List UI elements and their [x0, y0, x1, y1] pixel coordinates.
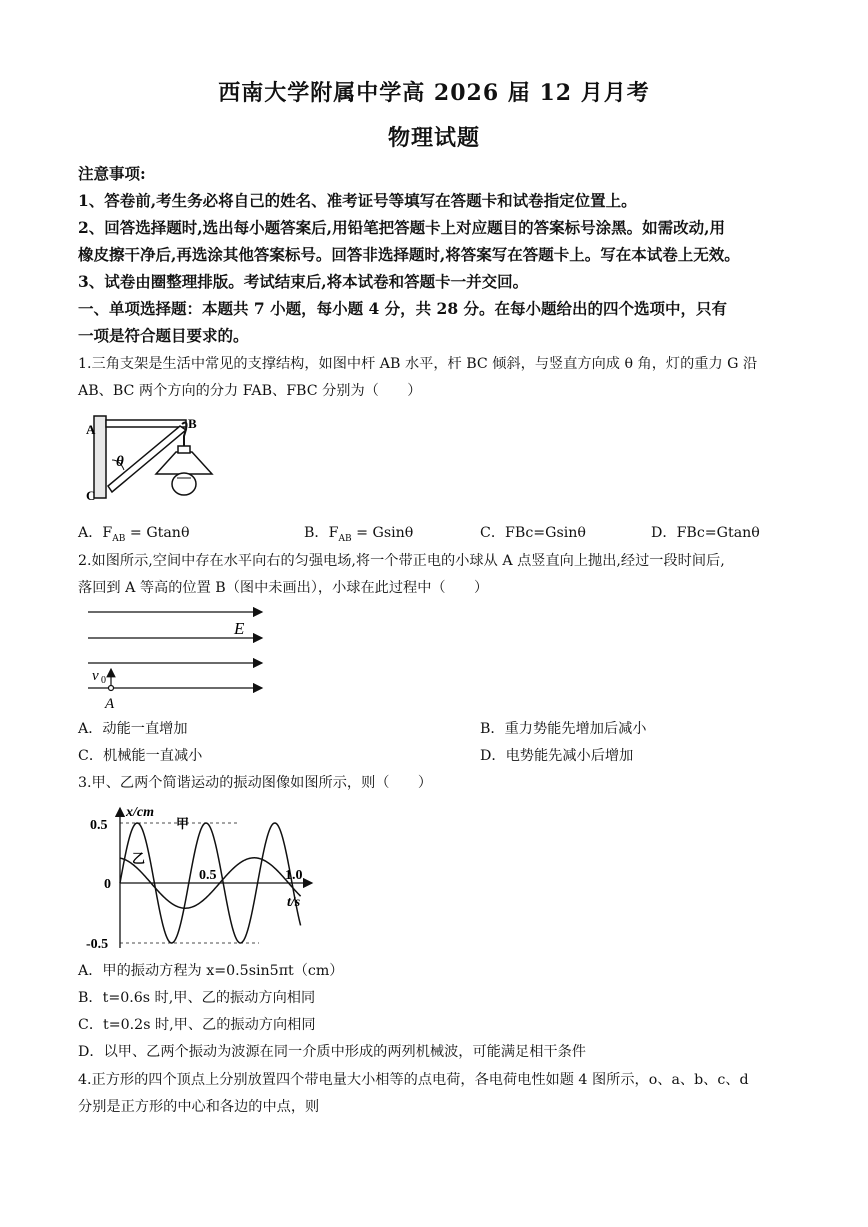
q3-option-b: B．t=0.6s 时,甲、乙的振动方向相同 [78, 990, 316, 1006]
q4-stem-line-1: 4.正方形的四个顶点上分别放置四个带电量大小相等的点电荷，各电荷电性如题 4 图所示，o、a、b、c、d [78, 1072, 749, 1088]
q2-option-b: B．重力势能先增加后减小 [480, 721, 647, 737]
q3-option-c: C．t=0.2s 时,甲、乙的振动方向相同 [78, 1017, 316, 1033]
q3-label-jia: 甲 [176, 816, 190, 831]
q1-label-c: C [86, 488, 96, 503]
q2-stem-line-2: 落回到 A 等高的位置 B（图中未画出），小球在此过程中（ ） [78, 580, 489, 596]
section-1-intro-line-1: 一、单项选择题：本题共 7 小题，每小题 4 分，共 28 分。在每小题给出的四个选项中，只有 [78, 299, 728, 318]
q1-option-a: A．$F_{AB} = Gtan\theta$ [78, 525, 190, 544]
q1-option-d: D．FBc=Gtanθ [651, 525, 760, 541]
q2-label-v0-sub: 0 [101, 675, 106, 686]
q1-lamp-bracket-figure [84, 408, 219, 504]
q3-tick-y-top: 0.5 [90, 818, 108, 833]
q3-y-axis-label: x/cm [126, 805, 154, 820]
q2-stem-line-1: 2.如图所示,空间中存在水平向右的匀强电场,将一个带正电的小球从 A 点竖直向上抛出,经过一段时间后, [78, 553, 725, 569]
q2-label-v0: v [92, 668, 99, 684]
notice-item-2-line-1: 2、回答选择题时,选出每小题答案后,用铅笔把答题卡上对应题目的答案标号涂黑。如需改动,用 [78, 218, 725, 237]
q1-label-theta: θ [116, 454, 124, 470]
q3-x-axis-label: t/s [287, 895, 301, 910]
q3-label-yi: 乙 [132, 851, 146, 866]
q2-option-c: C．机械能一直减小 [78, 748, 203, 764]
q1-option-b: B．$F_{AB} = Gsin\theta$ [304, 525, 414, 544]
q3-option-a: A．甲的振动方程为 x=0.5sin5πt（cm） [78, 963, 344, 979]
notice-item-3: 3、试卷由圈整理排版。考试结束后,将本试卷和答题卡一并交回。 [78, 272, 529, 291]
q3-option-d: D．以甲、乙两个振动为波源在同一介质中形成的两列机械波，可能满足相干条件 [78, 1044, 586, 1060]
q2-label-e: E [234, 619, 245, 638]
notice-heading: 注意事项: [78, 164, 146, 183]
notice-item-2-line-2: 橡皮擦干净后,再选涂其他答案标号。回答非选择题时,将答案写在答题卡上。写在本试卷上无效。 [78, 245, 740, 264]
q1-label-b: B [188, 416, 197, 431]
notice-item-1: 1、答卷前,考生务必将自己的姓名、准考证号等填写在答题卡和试卷指定位置上。 [78, 191, 637, 210]
q1-option-c: C．FBc=Gsinθ [480, 525, 586, 541]
q3-tick-x-mid: 0.5 [199, 868, 217, 883]
q2-option-d: D．电势能先减小后增加 [480, 748, 634, 764]
q3-stem: 3.甲、乙两个简谐运动的振动图像如图所示，则（ ） [78, 775, 433, 791]
section-1-intro-line-2: 一项是符合题目要求的。 [78, 326, 249, 345]
q3-tick-y-bottom: -0.5 [86, 937, 109, 952]
q3-vibration-graph [84, 800, 324, 952]
q3-tick-x-end: 1.0 [285, 868, 303, 883]
q1-label-a: A [86, 422, 96, 437]
q1-stem-line-2: AB、BC 两个方向的分力 FAB、FBC 分别为（ ） [78, 383, 422, 399]
q4-stem-line-2: 分别是正方形的中心和各边的中点，则 [78, 1099, 320, 1115]
q2-electric-field-figure [84, 600, 269, 712]
q3-tick-origin: 0 [104, 877, 111, 892]
page-subtitle: 物理试题 [387, 125, 480, 151]
q1-stem-line-1: 1.三角支架是生活中常见的支撑结构，如图中杆 AB 水平，杆 BC 倾斜，与竖直方向成 θ 角，灯的重力 G 沿 [78, 356, 758, 372]
q2-option-a: A．动能一直增加 [78, 721, 188, 737]
q2-label-a: A [105, 696, 115, 712]
page-title: 西南大学附属中学高 2026 届 12 月月考 [218, 80, 650, 106]
